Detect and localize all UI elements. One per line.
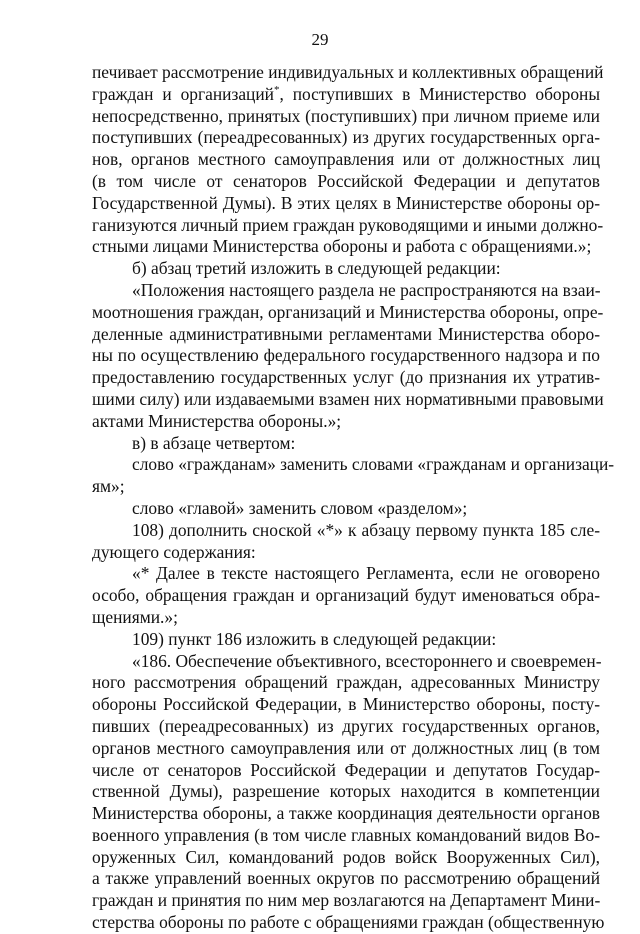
- text-line-content: ственной Думы), разрешение которых находится в компетенции: [92, 781, 600, 802]
- text-line: [92, 258, 600, 280]
- footnote-marker: *: [273, 84, 280, 96]
- text-line: [92, 781, 600, 803]
- text-line: [92, 520, 600, 542]
- text-line: [92, 563, 600, 585]
- text-line-content: 108) дополнить сноской «*» к абзацу первому пункта 185 сле-: [132, 519, 600, 540]
- text-line-content: непосредственно, принятых (поступивших) при личном приеме или: [92, 105, 600, 126]
- text-line: [92, 149, 600, 171]
- text-line: [92, 106, 600, 128]
- text-line: [92, 694, 600, 716]
- text-line: [92, 607, 600, 629]
- text-line-content: шими силу) или издаваемыми взамен них нормативными правовыми: [92, 388, 604, 409]
- text-line-content: 109) пункт 186 изложить в следующей редакции:: [132, 628, 497, 649]
- text-line-content: актами Министерства обороны.»;: [92, 410, 342, 431]
- text-line: [92, 62, 604, 84]
- text-line-content: поступивших (переадресованных) из других государственных орга-: [92, 127, 600, 148]
- text-line: [92, 388, 604, 411]
- text-line-content: «186. Обеспечение объективного, всестороннего и своевремен-: [132, 650, 602, 671]
- text-line: [92, 301, 604, 324]
- text-line-content: ны по осуществлению федерального государственного надзора и по: [92, 345, 600, 366]
- text-line: [92, 672, 600, 694]
- text-line: [92, 542, 600, 564]
- text-line: [92, 280, 600, 302]
- text-line: [92, 454, 615, 476]
- text-line-content: обороны Российской Федерации, в Министерство обороны, посту-: [92, 694, 600, 715]
- text-line: [92, 890, 600, 912]
- text-line: [92, 585, 600, 607]
- text-line-content: (в том числе от сенаторов Российской Федерации и депутатов: [92, 170, 600, 191]
- text-line-content: печивает рассмотрение индивидуальных и коллективных обращений: [92, 62, 604, 82]
- text-line-content: оруженных Сил, командований родов войск Вооруженных Сил),: [92, 846, 600, 867]
- text-line: [92, 912, 605, 934]
- text-line: [92, 214, 604, 237]
- text-line: [92, 324, 600, 346]
- text-line: [92, 498, 600, 520]
- text-line-content: Министерства обороны, а также координация деятельности органов: [92, 803, 600, 824]
- text-line-content: «* Далее в тексте настоящего Регламента, если не оговорено: [132, 563, 600, 584]
- text-line-content: «Положения настоящего раздела не распространяются на взаи-: [132, 279, 601, 300]
- text-line: [92, 847, 600, 869]
- text-line-content: б) абзац третий изложить в следующей редакции:: [132, 258, 501, 279]
- text-line-content: органов местного самоуправления или от должностных лиц (в том: [92, 737, 600, 758]
- text-line: [92, 84, 600, 106]
- text-line-content: пивших (переадресованных) из других государственных органов,: [92, 715, 600, 736]
- text-line: [92, 367, 600, 389]
- text-line: [92, 127, 600, 149]
- text-line-content: , поступивших в Министерство обороны: [279, 83, 601, 104]
- text-line-content: а также управлений военных округов по рассмотрению обращений: [92, 868, 600, 889]
- text-line: [92, 803, 600, 825]
- text-line-content: деленные административными регламентами Министерства оборо-: [92, 323, 600, 344]
- text-line-content: граждан и принятия по ним мер возлагаются на Департамент Мини-: [92, 890, 601, 911]
- text-line: [92, 171, 600, 193]
- text-line-content: числе от сенаторов Российской Федерации и депутатов Государ-: [92, 759, 600, 780]
- text-line-content: моотношения граждан, организаций и Министерства обороны, опре-: [92, 301, 604, 322]
- text-line-content: Государственной Думы). В этих целях в Министерстве обороны ор-: [92, 192, 600, 213]
- text-line-content: предоставлению государственных услуг (до признания их утратив-: [92, 367, 600, 388]
- text-line: [92, 433, 600, 455]
- text-line: [92, 651, 600, 673]
- body-text: [92, 62, 615, 934]
- page-number: 29: [311, 30, 329, 49]
- text-line-content: нов, органов местного самоуправления или от должностных лиц: [92, 149, 600, 170]
- text-line-content: ганизуются личный прием граждан руководящими и иными должно-: [92, 214, 604, 235]
- text-line-content: стными лицами Министерства обороны и работа с обращениями.»;: [92, 236, 592, 257]
- text-line: [92, 716, 600, 738]
- text-line-content: военного управления (в том числе главных командований видов Во-: [92, 824, 600, 845]
- text-line-content: слово «гражданам» заменить словами «гражданам и организаци-: [132, 454, 615, 475]
- text-line-content: слово «главой» заменить словом «разделом»;: [132, 497, 468, 518]
- text-line: [92, 825, 600, 847]
- text-line-content: дующего содержания:: [92, 541, 256, 562]
- text-line-content: граждан и организаций: [92, 83, 274, 104]
- text-line-content: в) в абзаце четвертом:: [132, 432, 296, 453]
- text-line: [92, 629, 600, 651]
- text-line: [92, 760, 600, 782]
- text-line-content: щениями.»;: [92, 606, 178, 627]
- text-line-content: ного рассмотрения обращений граждан, адресованных Министру: [92, 672, 600, 693]
- text-line: [92, 345, 600, 367]
- text-line-content: особо, обращения граждан и организаций будут именоваться обра-: [92, 585, 600, 606]
- text-line: [92, 738, 600, 760]
- text-line: [92, 476, 600, 498]
- text-line-content: стерства обороны по работе с обращениями граждан (общественную: [92, 912, 605, 933]
- text-line: [92, 868, 600, 890]
- text-line: [92, 411, 600, 433]
- text-line: [92, 236, 600, 258]
- text-line-content: ям»;: [92, 476, 125, 497]
- text-line: [92, 193, 600, 215]
